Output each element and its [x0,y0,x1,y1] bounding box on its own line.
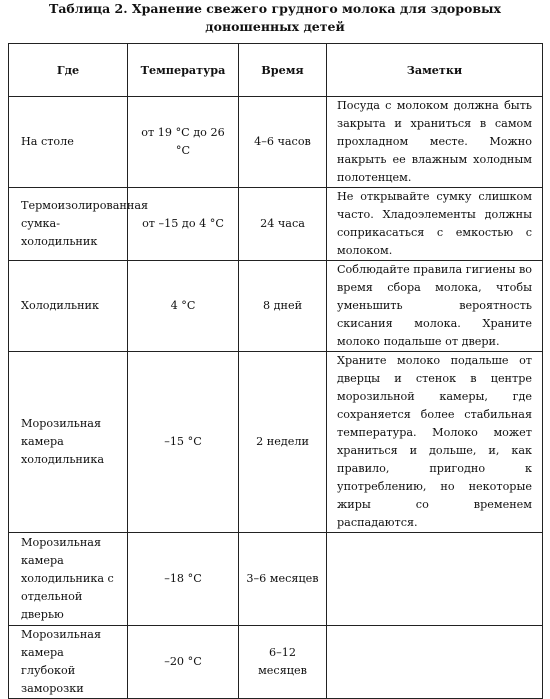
cell-temperature: от 19 °С до 26 °С [128,97,239,188]
cell-time: 8 дней [239,261,327,352]
table-title [0,0,550,36]
cell-temperature: от –15 до 4 °С [128,188,239,261]
cell-notes: Не открывайте сумку слишком часто. Хладоэлементы должны соприкасаться с емкостью с молоком. [327,188,543,261]
header-where: Где [9,44,128,97]
header-row [9,44,543,97]
table-title-line-1: Таблица 2. Хранение свежего грудного молока для здоровых [49,1,501,16]
cell-where: Термоизолированная сумка-холодильник [9,188,128,261]
header-time: Время [239,44,327,97]
table-row [9,261,543,352]
cell-time: 24 часа [239,188,327,261]
cell-where: Холодильник [9,261,128,352]
cell-time: 2 недели [239,352,327,533]
table-row [9,188,543,261]
cell-time: 4–6 часов [239,97,327,188]
cell-time: 3–6 месяцев [239,533,327,626]
header-notes: Заметки [327,44,543,97]
storage-table [8,43,543,699]
cell-notes [327,626,543,699]
cell-where: На столе [9,97,128,188]
cell-notes: Соблюдайте правила гигиены во время сбора молока, чтобы уменьшить вероятность скисания молока. Храните молоко подальше от двери. [327,261,543,352]
cell-notes: Посуда с молоком должна быть закрыта и храниться в самом прохладном месте. Можно накрыть ее влажным холодным полотенцем. [327,97,543,188]
table-row [9,626,543,699]
table-title-line-2: доношенных детей [205,19,345,34]
cell-temperature: 4 °С [128,261,239,352]
cell-notes: Храните молоко подальше от дверцы и стенок в центре морозильной камеры, где сохраняется более стабильная температура. Молоко может храниться и дольше, и, как правило, пригодно к употреблению, но некоторые жиры со временем распадаются. [327,352,543,533]
cell-where: Морозильная камера глубокой заморозки [9,626,128,699]
cell-notes [327,533,543,626]
cell-temperature: –15 °С [128,352,239,533]
header-temperature: Температура [128,44,239,97]
cell-temperature: –20 °С [128,626,239,699]
cell-where: Морозильная камера холодильника [9,352,128,533]
table-row [9,352,543,533]
table-row [9,97,543,188]
cell-temperature: –18 °С [128,533,239,626]
cell-where: Морозильная камера холодильника с отдельной дверью [9,533,128,626]
table-row [9,533,543,626]
cell-time: 6–12 месяцев [239,626,327,699]
